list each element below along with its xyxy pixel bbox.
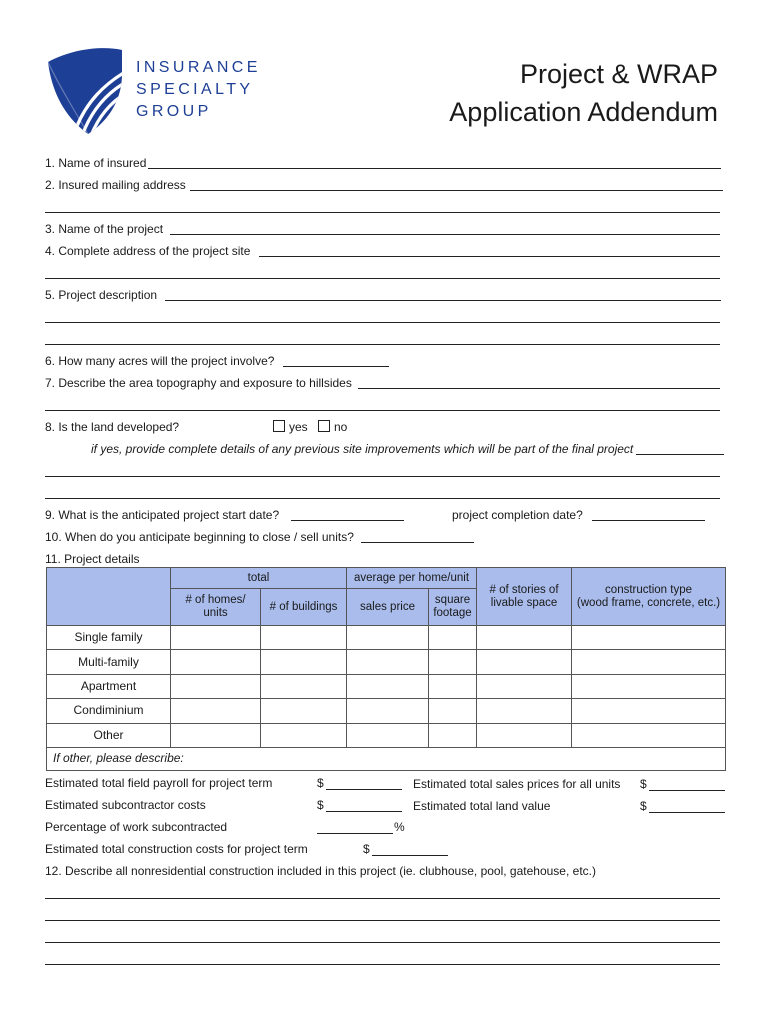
q4-field-line2[interactable] (45, 278, 720, 279)
cell-input[interactable] (171, 723, 261, 747)
construction-costs-dollar: $ (363, 842, 370, 856)
cell-input[interactable] (477, 674, 572, 698)
q4-label: 4. Complete address of the project site (45, 244, 251, 258)
q3-field[interactable] (170, 234, 720, 235)
company-logo (44, 44, 134, 136)
header-blank-cell (47, 568, 171, 626)
q8-details-line3[interactable] (45, 498, 720, 499)
q4-field[interactable] (259, 256, 720, 257)
construction-costs-field[interactable] (372, 855, 448, 856)
q6-label: 6. How many acres will the project involve? (45, 354, 275, 368)
q10-field[interactable] (361, 542, 474, 543)
cell-input[interactable] (261, 723, 347, 747)
subcontractor-field[interactable] (326, 811, 402, 812)
sales-prices-field[interactable] (649, 790, 725, 791)
no-label: no (334, 420, 348, 434)
q12-field-line4[interactable] (45, 964, 720, 965)
cell-input[interactable] (171, 699, 261, 723)
row-label-apartment: Apartment (47, 674, 171, 698)
cell-input[interactable] (347, 674, 429, 698)
q9-completion-label: project completion date? (452, 508, 583, 522)
land-value-field[interactable] (649, 812, 725, 813)
shield-logo-icon (44, 44, 134, 136)
q9-completion-date-field[interactable] (592, 520, 705, 521)
land-value-label: Estimated total land value (413, 799, 551, 813)
q12-label: 12. Describe all nonresidential construction included in this project (ie. clubhouse, pool, gatehouse, etc.) (45, 864, 596, 878)
q8-label: 8. Is the land developed? (45, 420, 180, 434)
pct-subcontracted-label: Percentage of work subcontracted (45, 820, 228, 834)
cell-input[interactable] (429, 650, 477, 674)
q10-label: 10. When do you anticipate beginning to close / sell units? (45, 530, 354, 544)
cell-input[interactable] (429, 674, 477, 698)
row-label-single-family: Single family (47, 626, 171, 650)
q1-field[interactable] (148, 168, 721, 169)
row-label-multi-family: Multi-family (47, 650, 171, 674)
sales-prices-label: Estimated total sales prices for all units (413, 777, 621, 791)
cell-input[interactable] (429, 723, 477, 747)
header-buildings: # of buildings (261, 589, 347, 626)
other-describe-field[interactable]: If other, please describe: (47, 747, 726, 770)
cell-input[interactable] (261, 699, 347, 723)
table-row (47, 674, 726, 698)
cell-input[interactable] (347, 626, 429, 650)
percent-sign: % (394, 820, 405, 834)
header-stories: # of stories of livable space (477, 568, 572, 626)
q9-label: 9. What is the anticipated project start date? (45, 508, 280, 522)
q5-label: 5. Project description (45, 288, 158, 302)
q5-field-line3[interactable] (45, 344, 720, 345)
q1-label: 1. Name of insured (45, 156, 147, 170)
cell-input[interactable] (261, 650, 347, 674)
q2-field[interactable] (190, 190, 723, 191)
q12-field-line3[interactable] (45, 942, 720, 943)
q7-field[interactable] (358, 388, 720, 389)
table-row (47, 699, 726, 723)
cell-input[interactable] (171, 626, 261, 650)
q2-label: 2. Insured mailing address (45, 178, 186, 192)
subcontractor-dollar: $ (317, 798, 324, 812)
q5-field-line2[interactable] (45, 322, 720, 323)
q7-field-line2[interactable] (45, 410, 720, 411)
row-label-other: Other (47, 723, 171, 747)
logo-text-specialty: SPECIALTY (136, 81, 254, 98)
q5-field[interactable] (165, 300, 721, 301)
cell-input[interactable] (171, 650, 261, 674)
q7-label: 7. Describe the area topography and exposure to hillsides (45, 376, 352, 390)
header-square-footage: square footage (429, 589, 477, 626)
q9-start-date-field[interactable] (291, 520, 404, 521)
q8-note: if yes, provide complete details of any previous site improvements which will be part of the final project (91, 442, 634, 456)
table-row (47, 626, 726, 650)
header-homes-units: # of homes/ units (171, 589, 261, 626)
project-details-table (46, 567, 726, 771)
q8-no-option[interactable] (318, 420, 347, 434)
header-total: total (171, 568, 347, 589)
cell-input[interactable] (171, 674, 261, 698)
cell-input[interactable] (477, 699, 572, 723)
table-row-other-describe (47, 747, 726, 770)
q6-field[interactable] (283, 366, 389, 367)
construction-type-label: construction type (605, 583, 692, 596)
row-label-condiminium: Condiminium (47, 699, 171, 723)
q11-label: 11. Project details (45, 552, 140, 566)
sales-prices-dollar: $ (640, 777, 647, 791)
land-value-dollar: $ (640, 799, 647, 813)
q8-yes-option[interactable] (273, 420, 308, 434)
cell-input[interactable] (261, 626, 347, 650)
header-sales-price: sales price (347, 589, 429, 626)
q3-label: 3. Name of the project (45, 222, 164, 236)
page-title-line1: Project & WRAP (519, 59, 718, 89)
logo-text-group: GROUP (136, 103, 212, 120)
cell-input[interactable] (261, 674, 347, 698)
table-row (47, 723, 726, 747)
logo-text-insurance: INSURANCE (136, 59, 261, 76)
q8-details-line2[interactable] (45, 476, 720, 477)
table-header-row-1 (47, 568, 726, 589)
q8-details-field[interactable] (636, 454, 724, 455)
cell-input[interactable] (429, 699, 477, 723)
cell-input[interactable] (347, 723, 429, 747)
cell-input[interactable] (477, 723, 572, 747)
payroll-dollar: $ (317, 776, 324, 790)
yes-checkbox[interactable] (273, 420, 285, 432)
subcontractor-label: Estimated subcontractor costs (45, 798, 206, 812)
cell-input[interactable] (572, 674, 726, 698)
cell-input[interactable] (572, 650, 726, 674)
cell-input[interactable] (572, 723, 726, 747)
q12-field-line2[interactable] (45, 920, 720, 921)
pct-subcontracted-field[interactable] (317, 833, 393, 834)
construction-costs-label: Estimated total construction costs for project term (45, 842, 308, 856)
cell-input[interactable] (347, 650, 429, 674)
cell-input[interactable] (477, 626, 572, 650)
cell-input[interactable] (347, 699, 429, 723)
payroll-field[interactable] (326, 789, 402, 790)
header-average: average per home/unit (347, 568, 477, 589)
page-title-line2: Application Addendum (449, 97, 718, 127)
cell-input[interactable] (572, 699, 726, 723)
cell-input[interactable] (477, 650, 572, 674)
cell-input[interactable] (429, 626, 477, 650)
construction-type-note: (wood frame, concrete, etc.) (576, 596, 721, 609)
header-construction-type (572, 568, 726, 626)
yes-label: yes (289, 420, 308, 434)
cell-input[interactable] (572, 626, 726, 650)
q12-field-line1[interactable] (45, 898, 720, 899)
payroll-label: Estimated total field payroll for project term (45, 776, 273, 790)
table-row (47, 650, 726, 674)
no-checkbox[interactable] (318, 420, 330, 432)
q2-field-line2[interactable] (45, 212, 720, 213)
